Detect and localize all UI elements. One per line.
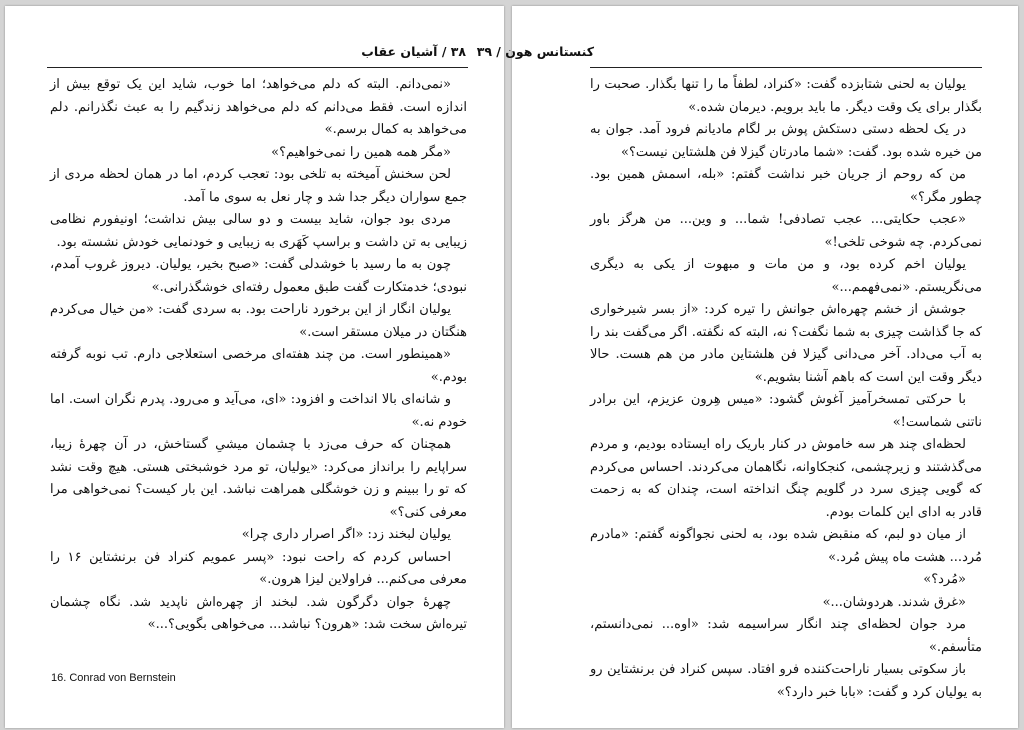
- paragraph: لحن سخنش آمیخته به تلخی بود: تعجب کردم، اما در همان لحظه مردی از جمع سواران دیگر جدا شد و چار نعل به سوی ما آمد.: [50, 167, 467, 205]
- paragraph: یولیان اخم کرده بود، و من مات و مبهوت از یکی به دیگری می‌نگریستم. «نمی‌فهمم...»: [590, 257, 982, 295]
- paragraph: مردی بود جوان، شاید بیست و دو سالی بیش نداشت؛ اونیفورم نظامی زیبایی به تن داشت و براسپ کَهَری به زیبایی و خودنمایی خودش نشسته بود.: [50, 212, 467, 250]
- page-body: [50, 74, 467, 637]
- paragraph: «نمی‌دانم. البته که دلم می‌خواهد؛ اما خوب، شاید این یک توقع بیش از اندازه است. فقط می‌دانم که دلم می‌خواهد زندگیم را به عبث نگذرانم. دلم می‌خواهد به کمال برسم.»: [50, 77, 467, 137]
- paragraph: یولیان لبخند زد: «اگر اصرار داری چرا»: [241, 527, 451, 542]
- page-header: کنستانس هون / ۳۹: [476, 44, 594, 59]
- paragraph: «مُرد؟»: [923, 572, 966, 587]
- paragraph: «عجب حکایتی... عجب تصادفی! شما... و وین... من هرگز باور نمی‌کردم. چه شوخی تلخی!»: [590, 212, 982, 250]
- paragraph: یولیان به لحنی شتابزده گفت: «کنراد، لطفاً ما را تنها بگذار. صحبت را بگذار برای یک وقت دیگر. ما باید برویم. دیرمان شده.»: [590, 77, 982, 115]
- paragraph: من که روحم از جریان خبر نداشت گفتم: «بله، اسمش همین بود. چطور مگر؟»: [590, 167, 982, 205]
- paragraph: و شانه‌ای بالا انداخت و افزود: «ای، می‌آید و می‌رود. پدرم نگران است. اما خودم نه.»: [50, 392, 467, 430]
- paragraph: یولیان انگار از این برخورد ناراحت بود. به سردی گفت: «من خیال می‌کردم هنگتان در میلان مستقر است.»: [50, 302, 467, 340]
- paragraph: همچنان که حرف می‌زد با چشمان میشیِ گستاخش، در آن چهرهٔ زیبا، سراپایم را برانداز می‌کرد: «یولیان، تو مرد خوشبختی هستی. هیچ وقت نشد که تو را ببینم و زن خوشگلی همراهت نباشد. این بار کیست؟ نمی‌خواهی مرا معرفی کنی؟»: [50, 437, 467, 520]
- paragraph: لحظه‌ای چند هر سه خاموش در کنار باریک راه ایستاده بودیم، و مردم می‌گذشتند و زیرچشمی، کنجکاوانه، نگاهمان می‌کردند. احساس می‌کردم که گویی چیزی سرد در گلویم چنگ انداخته است، چندان که به زحمت قادر به ادای این کلمات بودم.: [590, 437, 982, 520]
- paragraph: چهرهٔ جوان دگرگون شد. لبخند از چهره‌اش ناپدید شد. نگاه چشمان تیره‌اش سخت شد: «هرون؟ نباشد... می‌خواهی بگویی؟...»: [50, 594, 467, 632]
- paragraph: باز سکوتی بسیار ناراحت‌کننده فرو افتاد. سپس کنراد فن برنشتاین رو به یولیان کرد و گفت: «بابا خبر دارد؟»: [590, 662, 982, 700]
- paragraph: چون به ما رسید با خوشدلی گفت: «صبح بخیر، یولیان. دیروز غروب آمدم، نبودی؛ خدمتکارت گفت طبق معمول رفته‌ای خوشگذرانی.»: [50, 257, 467, 295]
- paragraph: «غرق شدند. هردوشان...»: [822, 594, 966, 610]
- header-rule: [47, 67, 468, 68]
- paragraph: در یک لحظه دستی دستکش پوش بر لگام مادیانم فرود آمد. جوان به من خیره شده بود. گفت: «شما مادرتان گیزلا فن هلشتاین نیست؟»: [590, 122, 982, 160]
- paragraph: احساس کردم که راحت نبود: «پسر عمویم کنراد فن برنشتاین ۱۶ را معرفی می‌کنم... فراولاین لیزا هرون.»: [50, 549, 467, 587]
- page-body: [590, 74, 982, 704]
- paragraph: با حرکتی تمسخرآمیز آغوش گشود: «میس هِرون عزیزم، این برادر ناتنی شماست!»: [590, 392, 982, 430]
- paragraph: «مگر همه همین را نمی‌خواهیم؟»: [271, 144, 451, 160]
- right-page: [476, 6, 1018, 728]
- paragraph: «همینطور است. من چند هفته‌ای مرخصی استعلاجی دارم. تب نوبه گرفته بودم.»: [50, 347, 467, 385]
- footnote: 16. Conrad von Bernstein: [51, 672, 176, 684]
- paragraph: مرد جوان لحظه‌ای چند انگار سراسیمه شد: «اوه... نمی‌دانستم، متأسفم.»: [590, 617, 982, 655]
- page-header: ۳۸ / آشیان عقاب: [361, 44, 466, 59]
- header-rule: [590, 67, 982, 68]
- left-page: [5, 6, 504, 728]
- paragraph: از میان دو لبم، که منقبض شده بود، به لحنی نجواگونه گفتم: «مادرم مُرد... هشت ماه پیش مُرد.»: [590, 527, 982, 565]
- paragraph: جوشش از خشم چهره‌اش جوانش را تیره کرد: «از بسر شیرخواری که جا گذاشت چیزی به شما نگفت؟ نه، البته که نگفته. اگر می‌گفت بند را به آب می‌داد. آخر می‌دانی گیزلا فن هلشتاین مادر من هم هست. حالا دیگر وقت این است که باهم آشنا بشویم.»: [590, 302, 982, 385]
